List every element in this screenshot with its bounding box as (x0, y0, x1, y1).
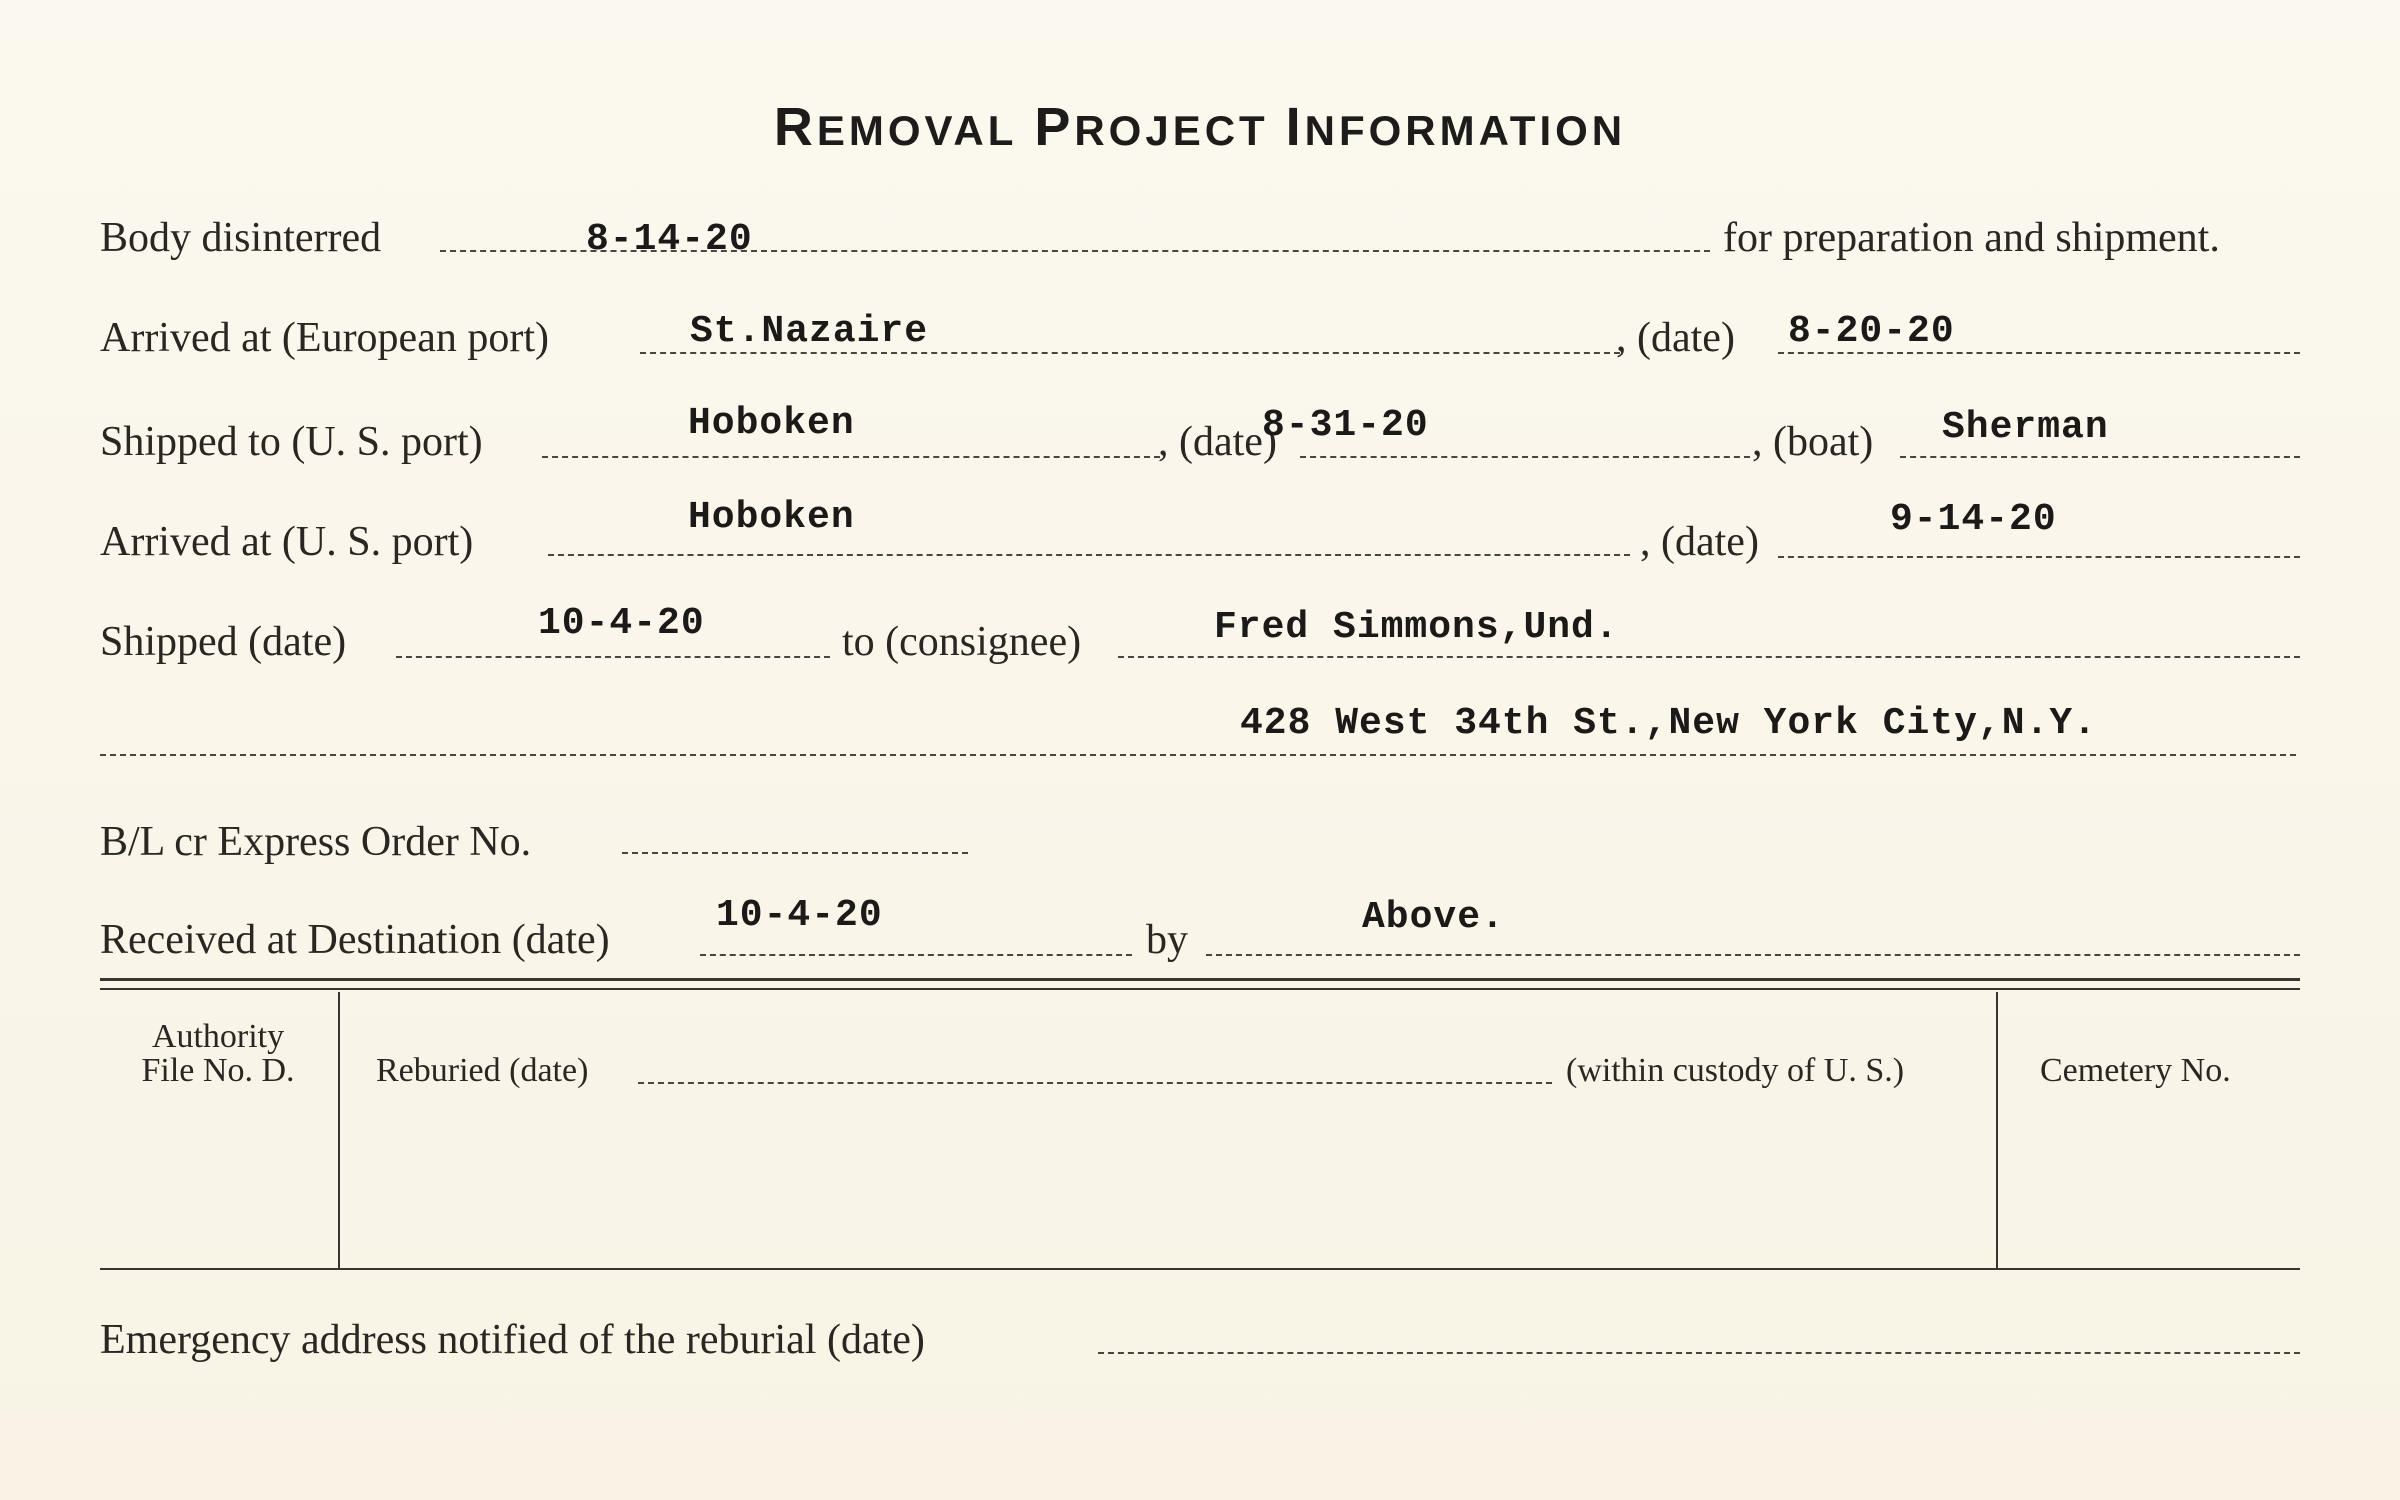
consignee-value: Fred Simmons,Und. (1214, 606, 1619, 649)
emergency-line (1098, 1352, 2300, 1354)
address-line (100, 754, 2296, 756)
received-by: Above. (1362, 896, 1505, 939)
authority-line2: File No. D. (141, 1052, 295, 1089)
body-disinterred-label: Body disinterred (100, 215, 382, 261)
arrived-us-port: Hoboken (688, 496, 855, 539)
title-word-removal: EMOVAL (816, 107, 1018, 154)
divider-left (338, 992, 340, 1268)
shipped-us-port: Hoboken (688, 402, 855, 445)
shipped-us-label: Shipped to (U. S. port) (100, 419, 483, 465)
shipped-date: 10-4-20 (538, 602, 705, 645)
arrived-european-date-label: , (date) (1616, 315, 1735, 361)
title-word-project: ROJECT (1074, 107, 1269, 154)
received-by-line (1206, 954, 2300, 956)
reburied-line (638, 1082, 1552, 1084)
shipped-us-port-line (542, 456, 1160, 458)
shipped-date-label: Shipped (date) (100, 619, 347, 665)
shipped-us-date-label: , (date) (1158, 419, 1277, 465)
received-by-label: by (1146, 917, 1188, 963)
arrived-us-label: Arrived at (U. S. port) (100, 519, 474, 565)
reburied-suffix: (within custody of U. S.) (1566, 1052, 1905, 1089)
received-date-line (700, 954, 1132, 956)
shipped-date-line (396, 656, 830, 658)
card-title (0, 96, 2400, 158)
double-rule-bottom (100, 988, 2300, 990)
arrived-us-date: 9-14-20 (1890, 498, 2057, 541)
arrived-european-label: Arrived at (European port) (100, 315, 549, 361)
arrived-us-date-line (1778, 556, 2300, 558)
consignee-label: to (consignee) (842, 619, 1082, 665)
authority-label (100, 1020, 336, 1088)
bl-order-label: B/L cr Express Order No. (100, 819, 532, 865)
title-initial-r: R (773, 97, 817, 157)
shipped-us-date-line (1300, 456, 1750, 458)
body-disinterred-value: 8-14-20 (586, 218, 753, 261)
arrived-european-port: St.Nazaire (690, 310, 929, 353)
shipped-us-boat-line (1900, 456, 2300, 458)
shipped-us-date: 8-31-20 (1262, 404, 1429, 447)
cemetery-label: Cemetery No. (2040, 1052, 2231, 1089)
arrived-us-date-label: , (date) (1640, 519, 1759, 565)
shipped-us-boat-label: , (boat) (1752, 419, 1874, 465)
shipped-us-boat: Sherman (1942, 406, 2109, 449)
body-disinterred-suffix: for preparation and shipment. (1723, 215, 2220, 261)
received-label: Received at Destination (date) (100, 917, 610, 963)
consignee-address: 428 West 34th St.,New York City,N.Y. (1240, 702, 2097, 745)
arrived-us-port-line (548, 554, 1630, 556)
table-bottom-rule (100, 1268, 2300, 1270)
arrived-european-date: 8-20-20 (1788, 310, 1955, 353)
bl-order-line (622, 852, 968, 854)
emergency-label: Emergency address notified of the reburial (date) (100, 1317, 925, 1363)
authority-line1: Authority (151, 1018, 285, 1055)
consignee-line (1118, 656, 2300, 658)
reburied-label: Reburied (date) (376, 1052, 589, 1089)
divider-right (1996, 992, 1998, 1268)
title-initial-p: P (1034, 97, 1075, 157)
title-word-information: NFORMATION (1304, 107, 1627, 154)
double-rule-top (100, 978, 2300, 981)
received-date: 10-4-20 (716, 894, 883, 937)
title-initial-i: I (1285, 97, 1305, 157)
